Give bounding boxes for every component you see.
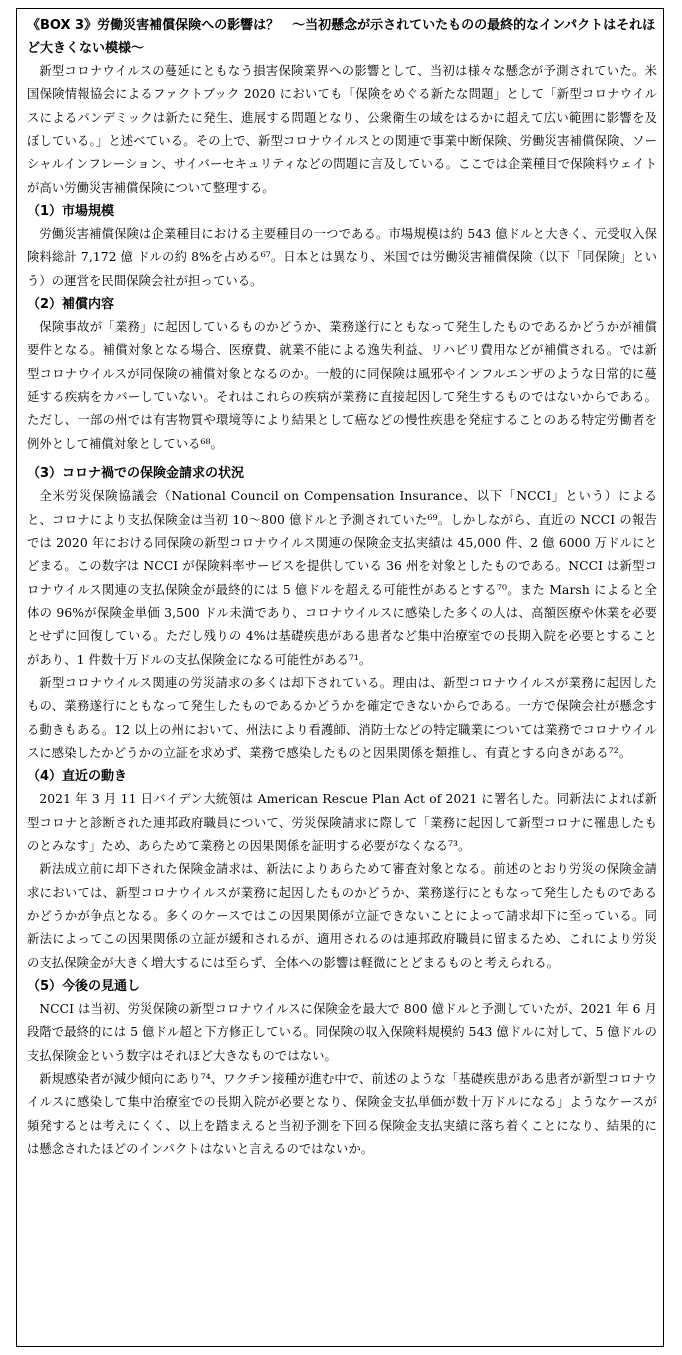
intro-paragraph: 新型コロナウイルスの蔓延にともなう損害保険業界への影響として、当初は様々な懸念が予測されていた。米国保険情報協会によるファクトブック 2020 においても「保険をめぐる新たな問題」として「新型コロナウイルスによるパンデミックは新たに発生、進展する問題となり、公衆衛生の域をはるかに超えて広い範囲に影響を及ぼしている。」と述べている。その上で、新型コロナウイルスとの関連で事業中断保険、労働災害補償保険、ソーシャルインフレーション、サイバーセキュリティなどの問題に言及している。ここでは企業種目で保険料ウェイトが高い労働災害補償保険について整理する。 bbox=[27, 64, 657, 195]
box-title: 《BOX 3》労働災害補償保険への影響は？ ～当初懸念が示されていたものの最終的なインパクトはそれほど大きくない模様～ bbox=[27, 18, 656, 56]
section-heading-recent-developments: （4）直近の動き bbox=[27, 769, 128, 785]
section-heading-coverage: （2）補償内容 bbox=[27, 297, 115, 313]
market-size-paragraph: 労働災害補償保険は企業種目における主要種目の一つである。市場規模は約 543 億ドルと大きく、元受収入保険料総計 7,172 億 ドルの約 8%を占める⁶⁷。日本とは異なり、米国では労働災害補償保険（以下「同保険」という）の運営を民間保険会社が担っている。 bbox=[27, 227, 657, 288]
claims-status-paragraph-2: 新型コロナウイルス関連の労災請求の多くは却下されている。理由は、新型コロナウイルスが業務に起因したもの、業務遂行にともなって発生したものであるかどうかを確定できないからである。一方で保険会社が懸念する動きもある。12 以上の州において、州法により看護師、消防士などの特定職業については業務でコロナウイルスに感染したかどうかの立証を求めず、業務で感染したものと因果関係を類推し、有責とする向きがある⁷²。 bbox=[27, 675, 657, 760]
outlook-paragraph-2: 新規感染者が減少傾向にあり⁷⁴、ワクチン接種が進む中で、前述のような「基礎疾患がある患者が新型コロナウイルスに感染して集中治療室での長期入院が必要となり、保険金支払単価が数十万ドルになる」ようなケースが頻発するとは考えにくく、以上を踏まえると当初予測を下回る保険金支払実績に落ち着くことになり、結果的には懸念されたほどのインパクトはないと言えるのではないか。 bbox=[27, 1072, 657, 1157]
box-3-panel bbox=[16, 8, 664, 1347]
section-heading-market-size: （1）市場規模 bbox=[27, 204, 115, 220]
recent-developments-paragraph-2: 新法成立前に却下された保険金請求は、新法によりあらためて審査対象となる。前述のとおり労災の保険金請求においては、新型コロナウイルスが業務に起因したものかどうか、業務遂行にともなって発生したものであるかどうかが争点となる。多くのケースではこの因果関係が立証できないことによって請求却下に至っている。同新法によってこの因果関係の立証が緩和されるが、適用されるのは連邦政府職員に留まるため、これにより労災の支払保険金が大きく増大するには至らず、全体への影響は軽微にとどまるものと考えられる。 bbox=[27, 862, 657, 970]
recent-developments-paragraph-1: 2021 年 3 月 11 日バイデン大統領は American Rescue Plan Act of 2021 に署名した。同新法によれば新型コロナと診断された連邦政府職員について、労災保険請求に際して「業務に起因して新型コロナに罹患したものとみなす」ため、あらためて業務との因果関係を証明する必要がなくなる⁷³。 bbox=[27, 792, 657, 853]
outlook-paragraph-1: NCCI は当初、労災保険の新型コロナウイルスに保険金を最大で 800 億ドルと予測していたが、2021 年 6 月段階で最終的には 5 億ドル超と下方修正している。同保険の収入保険料規模約 543 億ドルに対して、5 億ドルの支払保険金という数字はそれほど大きなものではない。 bbox=[27, 1002, 657, 1063]
claims-status-paragraph-1: 全米労災保険協議会（National Council on Compensation Insurance、以下「NCCI」という）によると、コロナにより支払保険金は当初 10～800 億ドルと予測されていた⁶⁹。しかしながら、直近の NCCI の報告では 2020 年における同保険の新型コロナウイルス関連の保険金支払実績は 45,000 件、2 億 6000 万ドルにとどまる。この数字は NCCI が保険料率サービスを提供している 36 州を対象としたものである。NCCI は新型コロナウイルス関連の支払保険金が最終的には 5 億ドルを超える可能性があるとする⁷⁰。また Marsh によると全体の 96%が保険金単価 3,500 ドル未満であり、コロナウイルスに感染した多くの人は、高額医療や休業を必要とせずに回復している。ただし残りの 4%は基礎疾患がある患者など集中治療室での長期入院を必要とすることがあり、1 件数十万ドルの支払保険金になる可能性がある⁷¹。 bbox=[27, 489, 657, 667]
section-heading-claims-status: （3）コロナ禍での保険金請求の状況 bbox=[27, 466, 245, 482]
coverage-paragraph: 保険事故が「業務」に起因しているものかどうか、業務遂行にともなって発生したものであるかどうかが補償要件となる。補償対象となる場合、医療費、就業不能による逸失利益、リハビリ費用などが補償される。では新型コロナウイルスが同保険の補償対象となるのか。一般的に同保険は風邪やインフルエンザのような日常的に蔓延する疾病をカバーしていない。それはこれらの疾病が業務に直接起因して発生するものではないからである。ただし、一部の州では有害物質や環境等により結果として癌などの慢性疾患を発症することのある特定労働者を例外として補償対象としている⁶⁸。 bbox=[27, 320, 657, 451]
section-heading-outlook: （5）今後の見通し bbox=[27, 979, 141, 995]
